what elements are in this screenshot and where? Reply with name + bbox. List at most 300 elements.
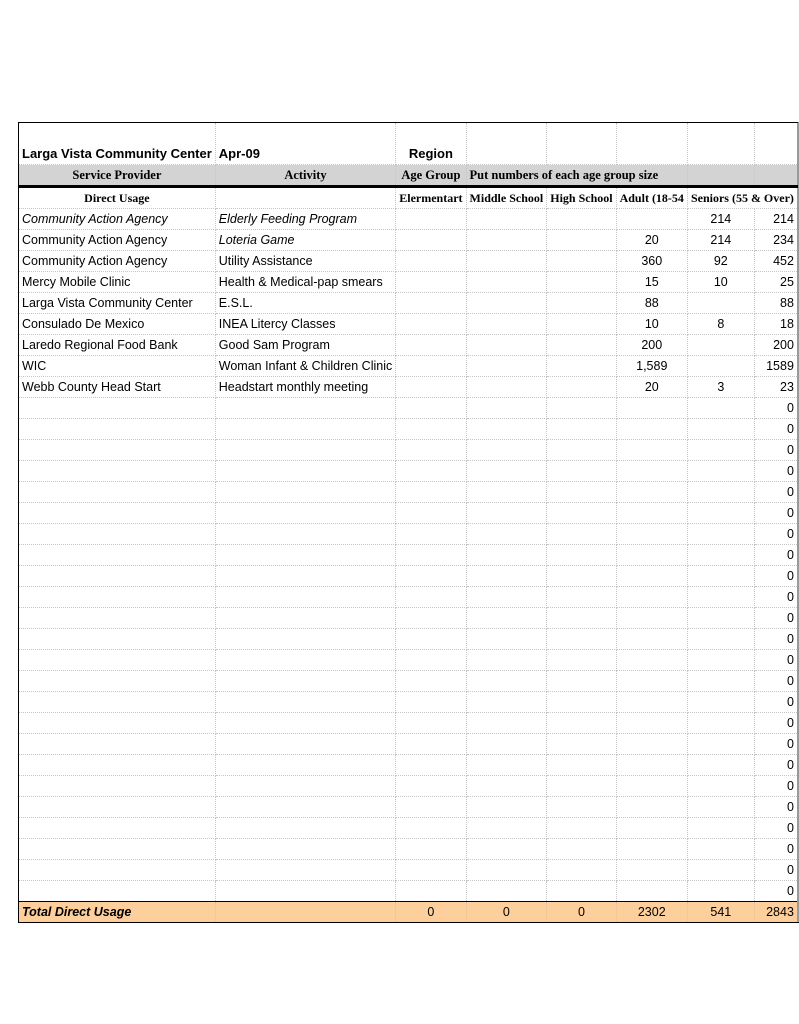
center-name-cell[interactable]: Larga Vista Community Center bbox=[19, 123, 216, 165]
seniors-cell[interactable] bbox=[687, 398, 754, 419]
row-total-cell[interactable]: 18 bbox=[754, 314, 797, 335]
row-total-cell[interactable]: 0 bbox=[754, 650, 797, 671]
provider-cell[interactable] bbox=[19, 734, 216, 755]
high-school-cell[interactable] bbox=[547, 272, 616, 293]
activity-cell[interactable] bbox=[215, 818, 395, 839]
activity-cell[interactable]: Woman Infant & Children Clinic bbox=[215, 356, 395, 377]
grand-total-cell[interactable]: 2843 bbox=[754, 902, 797, 923]
provider-cell[interactable] bbox=[19, 776, 216, 797]
seniors-header[interactable]: Seniors (55 & Over) bbox=[687, 187, 797, 209]
provider-cell[interactable] bbox=[19, 881, 216, 902]
blank-cell[interactable] bbox=[687, 165, 754, 187]
middle-school-cell[interactable] bbox=[466, 524, 547, 545]
elementary-cell[interactable] bbox=[396, 629, 466, 650]
provider-cell[interactable] bbox=[19, 587, 216, 608]
high-school-cell[interactable] bbox=[547, 461, 616, 482]
instruction-header[interactable]: Put numbers of each age group size bbox=[466, 165, 687, 187]
activity-cell[interactable]: Elderly Feeding Program bbox=[215, 209, 395, 230]
blank-cell[interactable] bbox=[215, 187, 395, 209]
row-total-cell[interactable]: 23 bbox=[754, 377, 797, 398]
provider-cell[interactable] bbox=[19, 419, 216, 440]
high-school-cell[interactable] bbox=[547, 314, 616, 335]
blank-cell[interactable] bbox=[754, 123, 797, 165]
activity-cell[interactable] bbox=[215, 713, 395, 734]
activity-cell[interactable]: Loteria Game bbox=[215, 230, 395, 251]
activity-cell[interactable] bbox=[215, 482, 395, 503]
seniors-cell[interactable] bbox=[687, 482, 754, 503]
row-total-cell[interactable]: 0 bbox=[754, 734, 797, 755]
activity-cell[interactable] bbox=[215, 839, 395, 860]
activity-cell[interactable] bbox=[215, 776, 395, 797]
seniors-cell[interactable] bbox=[687, 797, 754, 818]
seniors-cell[interactable]: 8 bbox=[687, 314, 754, 335]
elementary-header[interactable]: Elermentart bbox=[396, 187, 466, 209]
high-school-cell[interactable] bbox=[547, 503, 616, 524]
high-school-header[interactable]: High School bbox=[547, 187, 616, 209]
elementary-cell[interactable] bbox=[396, 293, 466, 314]
row-total-cell[interactable]: 0 bbox=[754, 398, 797, 419]
activity-cell[interactable] bbox=[215, 671, 395, 692]
row-total-cell[interactable]: 0 bbox=[754, 419, 797, 440]
middle-school-cell[interactable] bbox=[466, 650, 547, 671]
high-school-cell[interactable] bbox=[547, 356, 616, 377]
adult-cell[interactable] bbox=[616, 461, 687, 482]
middle-school-cell[interactable] bbox=[466, 272, 547, 293]
provider-cell[interactable] bbox=[19, 818, 216, 839]
high-school-cell[interactable] bbox=[547, 587, 616, 608]
elementary-cell[interactable] bbox=[396, 503, 466, 524]
middle-school-cell[interactable] bbox=[466, 566, 547, 587]
seniors-cell[interactable] bbox=[687, 608, 754, 629]
seniors-cell[interactable] bbox=[687, 356, 754, 377]
high-school-cell[interactable] bbox=[547, 545, 616, 566]
activity-cell[interactable]: INEA Litercy Classes bbox=[215, 314, 395, 335]
high-school-cell[interactable] bbox=[547, 398, 616, 419]
blank-cell[interactable] bbox=[616, 123, 687, 165]
provider-cell[interactable] bbox=[19, 839, 216, 860]
activity-cell[interactable]: Utility Assistance bbox=[215, 251, 395, 272]
elementary-cell[interactable] bbox=[396, 377, 466, 398]
middle-school-cell[interactable] bbox=[466, 734, 547, 755]
middle-school-cell[interactable] bbox=[466, 503, 547, 524]
adult-cell[interactable] bbox=[616, 398, 687, 419]
provider-cell[interactable]: Community Action Agency bbox=[19, 230, 216, 251]
adult-cell[interactable] bbox=[616, 566, 687, 587]
service-provider-header[interactable]: Service Provider bbox=[19, 165, 216, 187]
provider-cell[interactable]: Mercy Mobile Clinic bbox=[19, 272, 216, 293]
blank-cell[interactable] bbox=[754, 165, 797, 187]
high-school-cell[interactable] bbox=[547, 293, 616, 314]
seniors-cell[interactable] bbox=[687, 692, 754, 713]
activity-cell[interactable] bbox=[215, 503, 395, 524]
provider-cell[interactable] bbox=[19, 650, 216, 671]
adult-cell[interactable] bbox=[616, 755, 687, 776]
provider-cell[interactable] bbox=[19, 713, 216, 734]
provider-cell[interactable]: Community Action Agency bbox=[19, 251, 216, 272]
adult-cell[interactable] bbox=[616, 734, 687, 755]
adult-cell[interactable] bbox=[616, 608, 687, 629]
activity-cell[interactable] bbox=[215, 566, 395, 587]
row-total-cell[interactable]: 0 bbox=[754, 524, 797, 545]
high-school-cell[interactable] bbox=[547, 776, 616, 797]
row-total-cell[interactable]: 0 bbox=[754, 629, 797, 650]
activity-header[interactable]: Activity bbox=[215, 165, 395, 187]
seniors-cell[interactable] bbox=[687, 713, 754, 734]
total-adult-cell[interactable]: 2302 bbox=[616, 902, 687, 923]
elementary-cell[interactable] bbox=[396, 839, 466, 860]
seniors-cell[interactable] bbox=[687, 461, 754, 482]
high-school-cell[interactable] bbox=[547, 566, 616, 587]
activity-cell[interactable] bbox=[215, 587, 395, 608]
middle-school-cell[interactable] bbox=[466, 587, 547, 608]
region-label-cell[interactable]: Region bbox=[396, 123, 466, 165]
row-total-cell[interactable]: 0 bbox=[754, 881, 797, 902]
activity-cell[interactable] bbox=[215, 461, 395, 482]
elementary-cell[interactable] bbox=[396, 230, 466, 251]
adult-cell[interactable] bbox=[616, 482, 687, 503]
middle-school-cell[interactable] bbox=[466, 839, 547, 860]
seniors-cell[interactable] bbox=[687, 818, 754, 839]
seniors-cell[interactable] bbox=[687, 419, 754, 440]
middle-school-cell[interactable] bbox=[466, 230, 547, 251]
seniors-cell[interactable] bbox=[687, 335, 754, 356]
adult-cell[interactable] bbox=[616, 881, 687, 902]
row-total-cell[interactable]: 0 bbox=[754, 587, 797, 608]
middle-school-cell[interactable] bbox=[466, 629, 547, 650]
adult-cell[interactable] bbox=[616, 629, 687, 650]
table-row bbox=[19, 335, 799, 356]
high-school-cell[interactable] bbox=[547, 818, 616, 839]
middle-school-cell[interactable] bbox=[466, 251, 547, 272]
blank-cell[interactable] bbox=[215, 902, 395, 923]
row-total-cell[interactable]: 0 bbox=[754, 692, 797, 713]
provider-cell[interactable]: Larga Vista Community Center bbox=[19, 293, 216, 314]
row-total-cell[interactable]: 0 bbox=[754, 545, 797, 566]
middle-school-cell[interactable] bbox=[466, 209, 547, 230]
row-total-cell[interactable]: 1589 bbox=[754, 356, 797, 377]
provider-cell[interactable] bbox=[19, 440, 216, 461]
seniors-cell[interactable] bbox=[687, 755, 754, 776]
high-school-cell[interactable] bbox=[547, 419, 616, 440]
activity-cell[interactable] bbox=[215, 881, 395, 902]
provider-cell[interactable] bbox=[19, 524, 216, 545]
high-school-cell[interactable] bbox=[547, 629, 616, 650]
middle-school-cell[interactable] bbox=[466, 860, 547, 881]
seniors-cell[interactable] bbox=[687, 671, 754, 692]
adult-cell[interactable] bbox=[616, 671, 687, 692]
table-row bbox=[19, 650, 799, 671]
adult-cell[interactable] bbox=[616, 692, 687, 713]
adult-cell[interactable]: 10 bbox=[616, 314, 687, 335]
total-high-cell[interactable]: 0 bbox=[547, 902, 616, 923]
adult-cell[interactable] bbox=[616, 503, 687, 524]
activity-cell[interactable]: E.S.L. bbox=[215, 293, 395, 314]
adult-cell[interactable] bbox=[616, 209, 687, 230]
high-school-cell[interactable] bbox=[547, 524, 616, 545]
seniors-cell[interactable]: 214 bbox=[687, 230, 754, 251]
blank-cell[interactable] bbox=[466, 123, 547, 165]
activity-cell[interactable] bbox=[215, 419, 395, 440]
provider-cell[interactable] bbox=[19, 461, 216, 482]
middle-school-cell[interactable] bbox=[466, 377, 547, 398]
activity-cell[interactable]: Health & Medical-pap smears bbox=[215, 272, 395, 293]
adult-cell[interactable]: 20 bbox=[616, 230, 687, 251]
high-school-cell[interactable] bbox=[547, 860, 616, 881]
high-school-cell[interactable] bbox=[547, 650, 616, 671]
high-school-cell[interactable] bbox=[547, 440, 616, 461]
middle-school-cell[interactable] bbox=[466, 356, 547, 377]
provider-cell[interactable] bbox=[19, 545, 216, 566]
high-school-cell[interactable] bbox=[547, 482, 616, 503]
elementary-cell[interactable] bbox=[396, 314, 466, 335]
age-group-header[interactable]: Age Group bbox=[396, 165, 466, 187]
high-school-cell[interactable] bbox=[547, 692, 616, 713]
adult-cell[interactable] bbox=[616, 440, 687, 461]
middle-school-cell[interactable] bbox=[466, 398, 547, 419]
row-total-cell[interactable]: 0 bbox=[754, 797, 797, 818]
blank-cell[interactable] bbox=[687, 123, 754, 165]
row-total-cell[interactable]: 214 bbox=[754, 209, 797, 230]
adult-cell[interactable] bbox=[616, 545, 687, 566]
adult-header[interactable]: Adult (18-54 bbox=[616, 187, 687, 209]
row-total-cell[interactable]: 0 bbox=[754, 755, 797, 776]
middle-school-cell[interactable] bbox=[466, 440, 547, 461]
elementary-cell[interactable] bbox=[396, 356, 466, 377]
elementary-cell[interactable] bbox=[396, 209, 466, 230]
row-total-cell[interactable]: 0 bbox=[754, 839, 797, 860]
row-total-cell[interactable]: 452 bbox=[754, 251, 797, 272]
elementary-cell[interactable] bbox=[396, 713, 466, 734]
activity-cell[interactable]: Good Sam Program bbox=[215, 335, 395, 356]
activity-cell[interactable]: Headstart monthly meeting bbox=[215, 377, 395, 398]
row-total-cell[interactable]: 0 bbox=[754, 671, 797, 692]
middle-school-cell[interactable] bbox=[466, 692, 547, 713]
elementary-cell[interactable] bbox=[396, 524, 466, 545]
elementary-cell[interactable] bbox=[396, 251, 466, 272]
seniors-cell[interactable] bbox=[687, 440, 754, 461]
activity-cell[interactable] bbox=[215, 860, 395, 881]
elementary-cell[interactable] bbox=[396, 860, 466, 881]
adult-cell[interactable]: 20 bbox=[616, 377, 687, 398]
middle-school-cell[interactable] bbox=[466, 482, 547, 503]
activity-cell[interactable] bbox=[215, 734, 395, 755]
middle-school-cell[interactable] bbox=[466, 755, 547, 776]
middle-school-cell[interactable] bbox=[466, 461, 547, 482]
table-row bbox=[19, 524, 799, 545]
adult-cell[interactable] bbox=[616, 839, 687, 860]
row-total-cell[interactable]: 25 bbox=[754, 272, 797, 293]
middle-school-cell[interactable] bbox=[466, 293, 547, 314]
total-seniors-cell[interactable]: 541 bbox=[687, 902, 754, 923]
elementary-cell[interactable] bbox=[396, 650, 466, 671]
activity-cell[interactable] bbox=[215, 440, 395, 461]
row-total-cell[interactable]: 0 bbox=[754, 461, 797, 482]
direct-usage-header[interactable]: Direct Usage bbox=[19, 187, 216, 209]
seniors-cell[interactable]: 3 bbox=[687, 377, 754, 398]
seniors-cell[interactable] bbox=[687, 860, 754, 881]
seniors-cell[interactable]: 10 bbox=[687, 272, 754, 293]
seniors-cell[interactable] bbox=[687, 650, 754, 671]
middle-school-cell[interactable] bbox=[466, 881, 547, 902]
row-total-cell[interactable]: 0 bbox=[754, 566, 797, 587]
row-total-cell[interactable]: 0 bbox=[754, 713, 797, 734]
adult-cell[interactable] bbox=[616, 419, 687, 440]
adult-cell[interactable]: 360 bbox=[616, 251, 687, 272]
seniors-cell[interactable] bbox=[687, 587, 754, 608]
row-total-cell[interactable]: 234 bbox=[754, 230, 797, 251]
high-school-cell[interactable] bbox=[547, 713, 616, 734]
activity-cell[interactable] bbox=[215, 692, 395, 713]
row-total-cell[interactable]: 0 bbox=[754, 776, 797, 797]
provider-cell[interactable] bbox=[19, 797, 216, 818]
elementary-cell[interactable] bbox=[396, 755, 466, 776]
provider-cell[interactable]: WIC bbox=[19, 356, 216, 377]
middle-school-cell[interactable] bbox=[466, 608, 547, 629]
high-school-cell[interactable] bbox=[547, 209, 616, 230]
elementary-cell[interactable] bbox=[396, 734, 466, 755]
elementary-cell[interactable] bbox=[396, 482, 466, 503]
provider-cell[interactable]: Laredo Regional Food Bank bbox=[19, 335, 216, 356]
table-row bbox=[19, 671, 799, 692]
elementary-cell[interactable] bbox=[396, 398, 466, 419]
high-school-cell[interactable] bbox=[547, 335, 616, 356]
total-elementary-cell[interactable]: 0 bbox=[396, 902, 466, 923]
adult-cell[interactable] bbox=[616, 860, 687, 881]
provider-cell[interactable]: Community Action Agency bbox=[19, 209, 216, 230]
activity-cell[interactable] bbox=[215, 545, 395, 566]
report-date-cell[interactable]: Apr-09 bbox=[215, 123, 395, 165]
seniors-cell[interactable] bbox=[687, 566, 754, 587]
provider-cell[interactable] bbox=[19, 608, 216, 629]
middle-school-cell[interactable] bbox=[466, 818, 547, 839]
data-rows bbox=[19, 209, 799, 902]
middle-school-cell[interactable] bbox=[466, 419, 547, 440]
table-row bbox=[19, 545, 799, 566]
activity-cell[interactable] bbox=[215, 398, 395, 419]
elementary-cell[interactable] bbox=[396, 272, 466, 293]
high-school-cell[interactable] bbox=[547, 608, 616, 629]
high-school-cell[interactable] bbox=[547, 797, 616, 818]
middle-school-cell[interactable] bbox=[466, 713, 547, 734]
adult-cell[interactable] bbox=[616, 776, 687, 797]
seniors-cell[interactable] bbox=[687, 293, 754, 314]
high-school-cell[interactable] bbox=[547, 251, 616, 272]
row-total-cell[interactable]: 0 bbox=[754, 608, 797, 629]
seniors-cell[interactable] bbox=[687, 503, 754, 524]
middle-school-cell[interactable] bbox=[466, 776, 547, 797]
provider-cell[interactable] bbox=[19, 629, 216, 650]
elementary-cell[interactable] bbox=[396, 335, 466, 356]
adult-cell[interactable] bbox=[616, 818, 687, 839]
seniors-cell[interactable] bbox=[687, 629, 754, 650]
blank-cell[interactable] bbox=[547, 123, 616, 165]
provider-cell[interactable] bbox=[19, 398, 216, 419]
high-school-cell[interactable] bbox=[547, 881, 616, 902]
row-total-cell[interactable]: 0 bbox=[754, 503, 797, 524]
high-school-cell[interactable] bbox=[547, 671, 616, 692]
adult-cell[interactable]: 1,589 bbox=[616, 356, 687, 377]
seniors-cell[interactable] bbox=[687, 734, 754, 755]
activity-cell[interactable] bbox=[215, 650, 395, 671]
provider-cell[interactable] bbox=[19, 755, 216, 776]
row-total-cell[interactable]: 0 bbox=[754, 818, 797, 839]
elementary-cell[interactable] bbox=[396, 881, 466, 902]
provider-cell[interactable]: Webb County Head Start bbox=[19, 377, 216, 398]
elementary-cell[interactable] bbox=[396, 797, 466, 818]
adult-cell[interactable] bbox=[616, 524, 687, 545]
middle-school-cell[interactable] bbox=[466, 797, 547, 818]
activity-cell[interactable] bbox=[215, 608, 395, 629]
elementary-cell[interactable] bbox=[396, 566, 466, 587]
adult-cell[interactable] bbox=[616, 797, 687, 818]
row-total-cell[interactable]: 0 bbox=[754, 440, 797, 461]
seniors-cell[interactable] bbox=[687, 839, 754, 860]
elementary-cell[interactable] bbox=[396, 461, 466, 482]
middle-school-header[interactable]: Middle School bbox=[466, 187, 547, 209]
high-school-cell[interactable] bbox=[547, 377, 616, 398]
activity-cell[interactable] bbox=[215, 797, 395, 818]
elementary-cell[interactable] bbox=[396, 671, 466, 692]
high-school-cell[interactable] bbox=[547, 755, 616, 776]
adult-cell[interactable] bbox=[616, 587, 687, 608]
adult-cell[interactable]: 88 bbox=[616, 293, 687, 314]
middle-school-cell[interactable] bbox=[466, 545, 547, 566]
provider-cell[interactable] bbox=[19, 671, 216, 692]
total-label-cell[interactable]: Total Direct Usage bbox=[19, 902, 216, 923]
high-school-cell[interactable] bbox=[547, 734, 616, 755]
provider-cell[interactable] bbox=[19, 503, 216, 524]
middle-school-cell[interactable] bbox=[466, 671, 547, 692]
row-total-cell[interactable]: 88 bbox=[754, 293, 797, 314]
seniors-cell[interactable]: 214 bbox=[687, 209, 754, 230]
elementary-cell[interactable] bbox=[396, 608, 466, 629]
activity-cell[interactable] bbox=[215, 755, 395, 776]
adult-cell[interactable] bbox=[616, 713, 687, 734]
elementary-cell[interactable] bbox=[396, 440, 466, 461]
elementary-cell[interactable] bbox=[396, 776, 466, 797]
adult-cell[interactable] bbox=[616, 650, 687, 671]
seniors-cell[interactable] bbox=[687, 524, 754, 545]
row-total-cell[interactable]: 0 bbox=[754, 860, 797, 881]
elementary-cell[interactable] bbox=[396, 587, 466, 608]
gutter-cell bbox=[797, 272, 798, 293]
high-school-cell[interactable] bbox=[547, 230, 616, 251]
row-total-cell[interactable]: 200 bbox=[754, 335, 797, 356]
high-school-cell[interactable] bbox=[547, 839, 616, 860]
seniors-cell[interactable] bbox=[687, 776, 754, 797]
middle-school-cell[interactable] bbox=[466, 335, 547, 356]
seniors-cell[interactable] bbox=[687, 881, 754, 902]
provider-cell[interactable]: Consulado De Mexico bbox=[19, 314, 216, 335]
total-middle-cell[interactable]: 0 bbox=[466, 902, 547, 923]
provider-cell[interactable] bbox=[19, 860, 216, 881]
activity-cell[interactable] bbox=[215, 524, 395, 545]
middle-school-cell[interactable] bbox=[466, 314, 547, 335]
elementary-cell[interactable] bbox=[396, 419, 466, 440]
provider-cell[interactable] bbox=[19, 482, 216, 503]
adult-cell[interactable]: 200 bbox=[616, 335, 687, 356]
activity-cell[interactable] bbox=[215, 629, 395, 650]
elementary-cell[interactable] bbox=[396, 545, 466, 566]
elementary-cell[interactable] bbox=[396, 692, 466, 713]
seniors-cell[interactable]: 92 bbox=[687, 251, 754, 272]
seniors-cell[interactable] bbox=[687, 545, 754, 566]
elementary-cell[interactable] bbox=[396, 818, 466, 839]
provider-cell[interactable] bbox=[19, 566, 216, 587]
adult-cell[interactable]: 15 bbox=[616, 272, 687, 293]
provider-cell[interactable] bbox=[19, 692, 216, 713]
row-total-cell[interactable]: 0 bbox=[754, 482, 797, 503]
